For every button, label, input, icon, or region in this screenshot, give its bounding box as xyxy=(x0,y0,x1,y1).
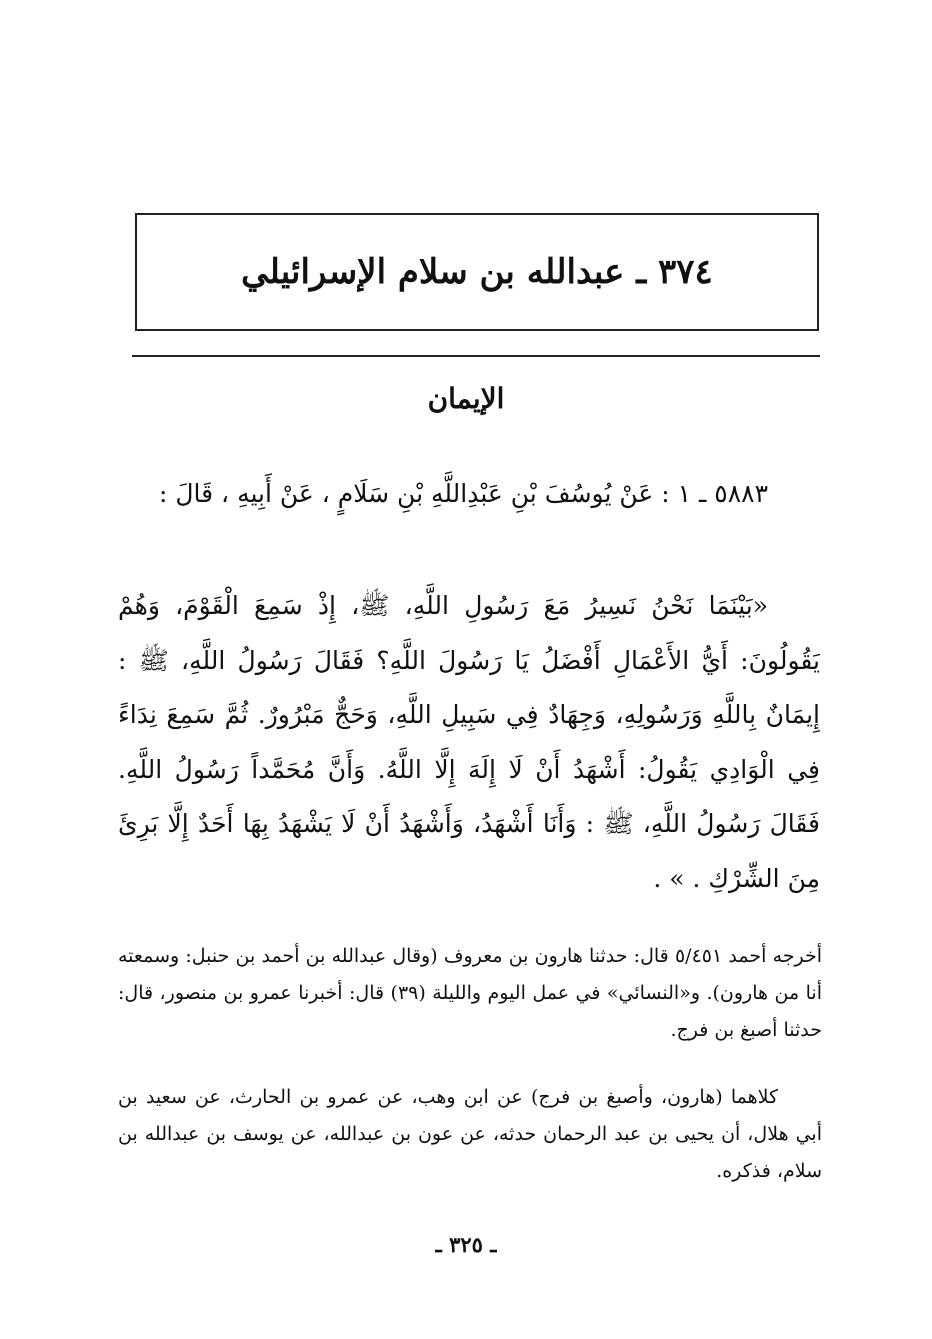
entry-title-box xyxy=(135,213,819,331)
hadith-matn: «بَيْنَمَا نَحْنُ نَسِيرُ مَعَ رَسُولِ اللَّهِ، ﷺ، إِذْ سَمِعَ الْقَوْمَ، وَهُمْ يَقُولُونَ: أَيُّ الأَعْمَالِ أَفْضَلُ يَا رَسُولَ اللَّهِ؟ فَقَالَ رَسُولُ اللَّهِ، ﷺ : إِيمَانٌ بِاللَّهِ وَرَسُولِهِ، وَجِهَادٌ فِي سَبِيلِ اللَّهِ، وَحَجٌّ مَبْرُورٌ. ثُمَّ سَمِعَ نِدَاءً فِي الْوَادِي يَقُولُ: أَشْهَدُ أَنْ لَا إِلَهَ إِلَّا اللَّهُ. وَأَنَّ مُحَمَّداً رَسُولُ اللَّهِ. فَقَالَ رَسُولُ اللَّهِ، ﷺ : وَأَنَا أَشْهَدُ، وَأَشْهَدُ أَنْ لَا يَشْهَدُ بِهَا أَحَدٌ إِلَّا بَرِئَ مِنَ الشِّرْكِ . » . xyxy=(118,591,820,893)
takhrij-paragraph-2: كلاهما (هارون، وأصبغ بن فرج) عن ابن وهب، عن عمرو بن الحارث، عن سعيد بن أبي هلال، أن يحيى بن عبد الرحمان حدثه، عن عون بن عبدالله، عن يوسف بن عبدالله بن سلام، فذكره. xyxy=(118,1086,822,1182)
entry-title: ٣٧٤ ـ عبدالله بن سلام الإسرائيلي xyxy=(241,252,713,292)
section-heading: الإيمان xyxy=(427,382,505,415)
takhrij-paragraph-1: أخرجه أحمد ٥/٤٥١ قال: حدثنا هارون بن معروف (وقال عبدالله بن أحمد بن حنبل: وسمعته أنا من هارون). و«النسائي» في عمل اليوم والليلة (٣٩) قال: أخبرنا عمرو بن منصور، قال: حدثنا أصبغ بن فرج. xyxy=(118,945,823,1041)
horizontal-divider xyxy=(132,355,820,357)
hadith-isnad: ٥٨٨٣ ـ ١ : عَنْ يُوسُفَ بْنِ عَبْدِاللَّهِ بْنِ سَلَامٍ ، عَنْ أَبِيهِ ، قَالَ : xyxy=(159,479,768,508)
page-number: ـ ٣٢٥ ـ xyxy=(435,1232,497,1257)
